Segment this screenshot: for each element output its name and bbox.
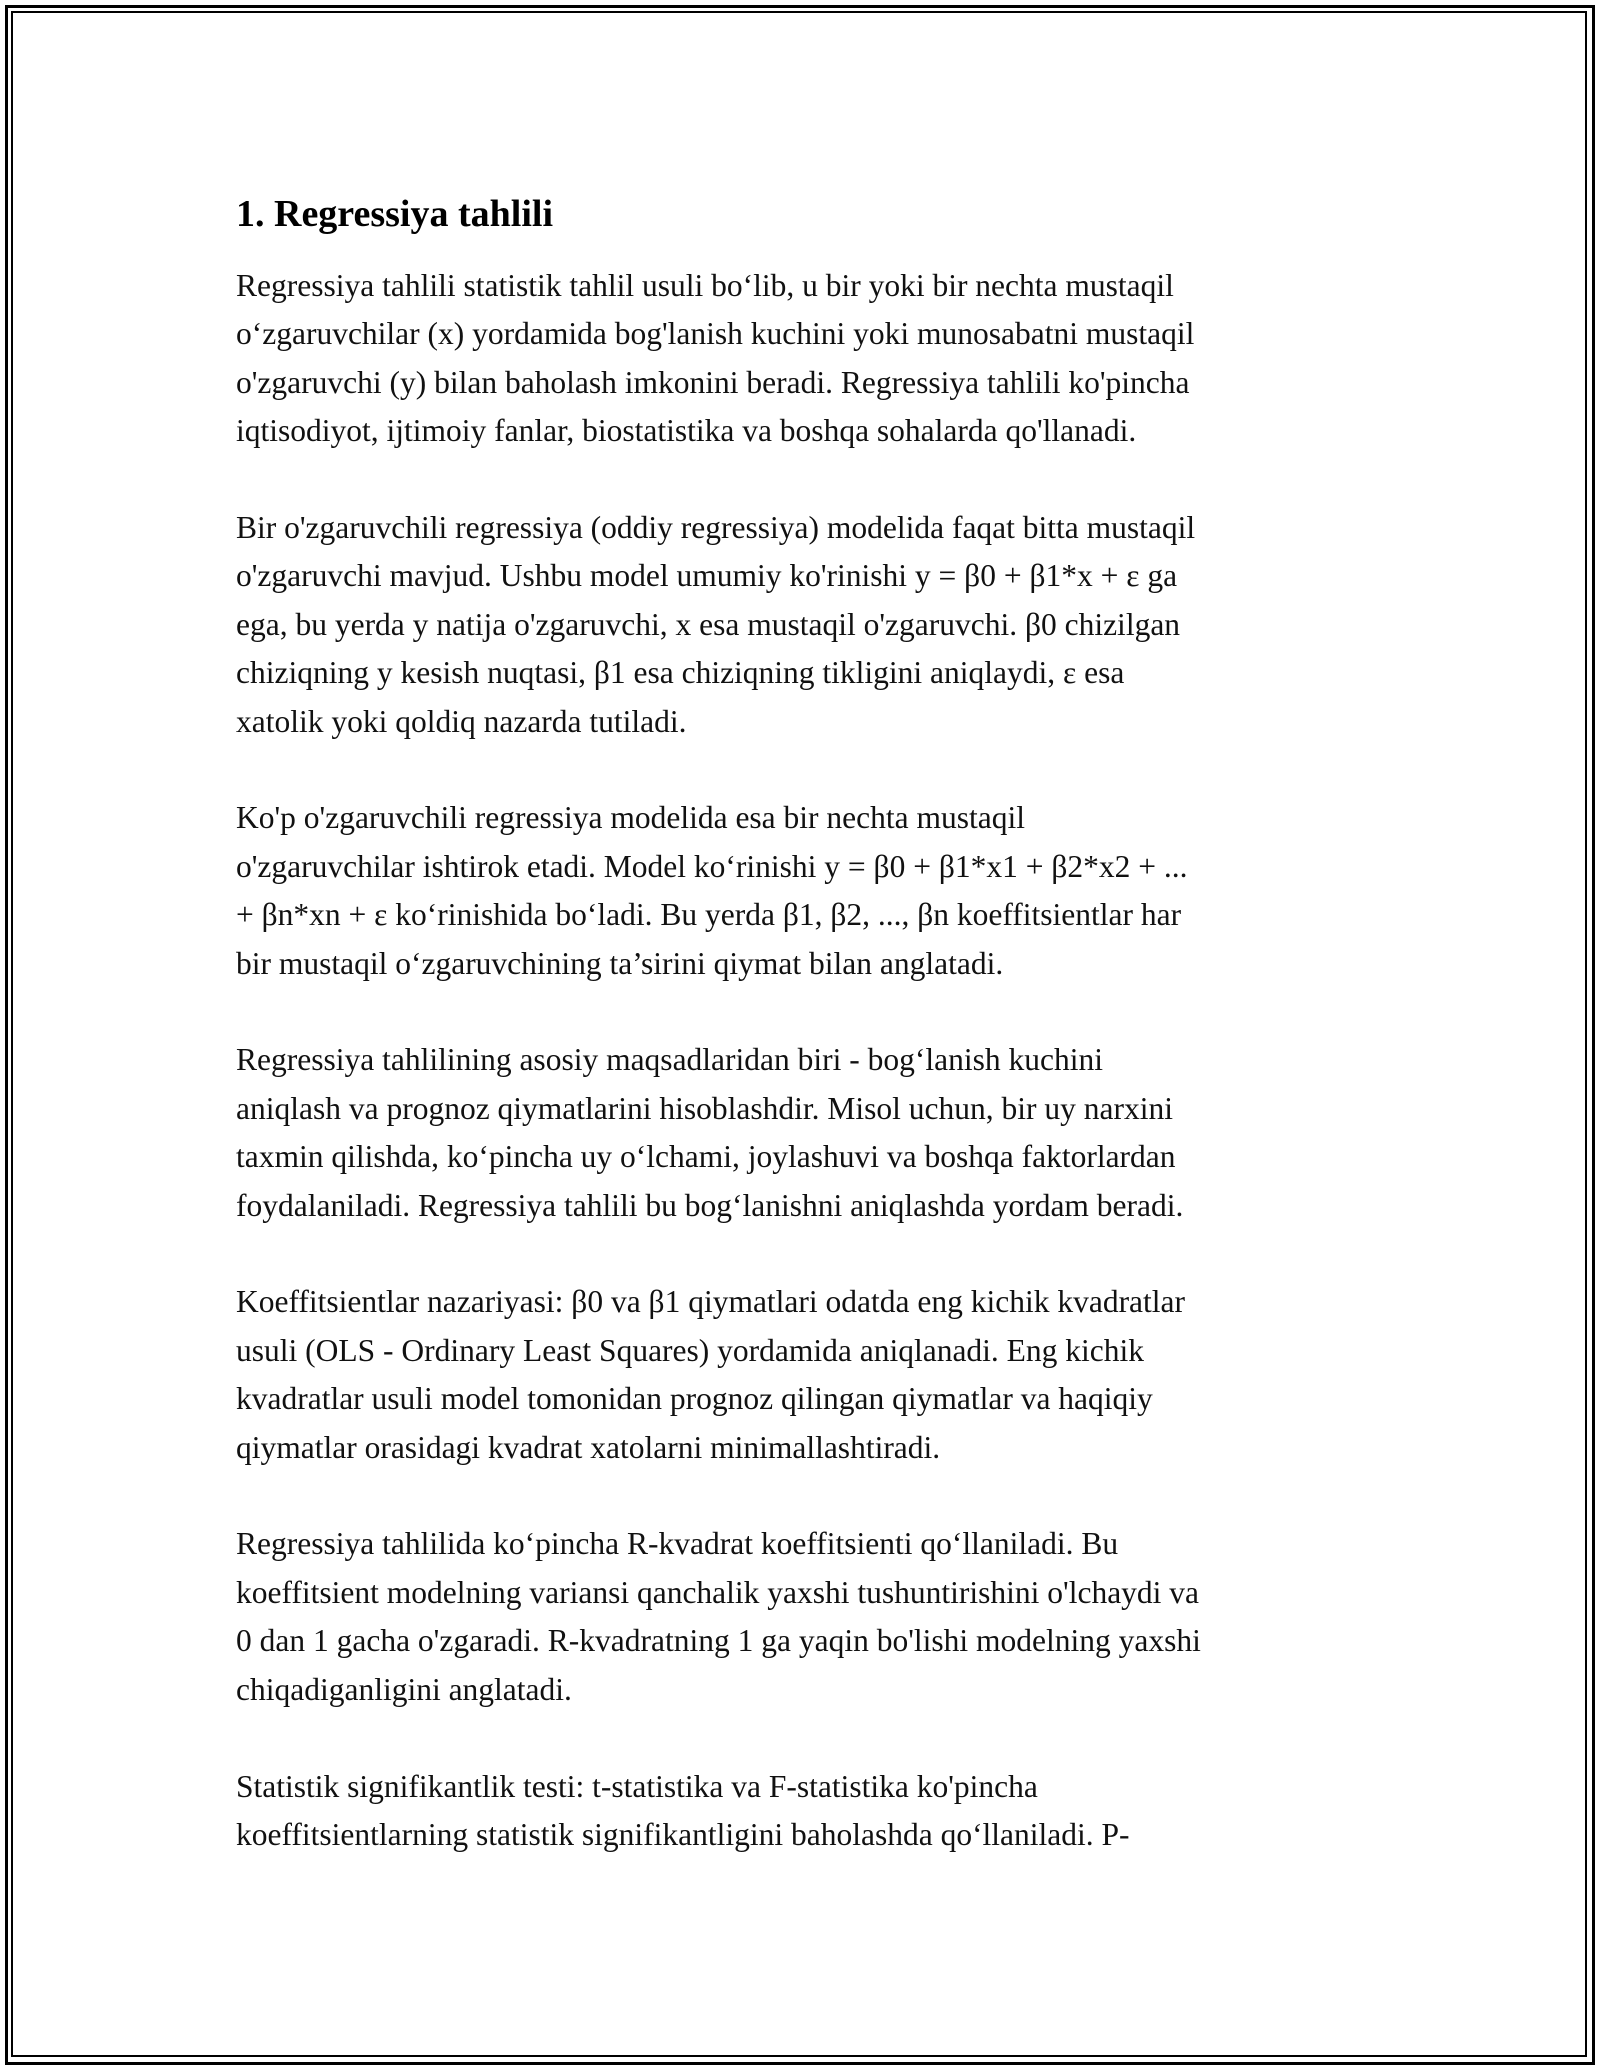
paragraph-significance: Statistik signifikantlik testi: t-statistika va F-statistika ko'pincha koeffitsientlarning statistik signifikantligini baholashda qo‘llaniladi. P- (236, 1768, 1130, 1852)
paragraph-goals: Regressiya tahlilining asosiy maqsadlaridan biri - bog‘lanish kuchini aniqlash va prognoz qiymatlarini hisoblashdir. Misol uchun, bir uy narxini taxmin qilishda, ko‘pincha uy o‘lchami, joylashuvi va boshqa faktorlardan foydalaniladi. Regressiya tahlili bu bog‘lanishni aniqlashda yordam beradi. (236, 1042, 1184, 1223)
paragraph-r-squared: Regressiya tahlilida ko‘pincha R-kvadrat koeffitsienti qo‘llaniladi. Bu koeffitsient modelning variansi qanchalik yaxshi tushuntirishini o'lchaydi va 0 dan 1 gacha o'zgaradi. R-kvadratning 1 ga yaqin bo'lishi modelning yaxshi chiqadiganligini anglatadi. (236, 1526, 1201, 1707)
paragraph-intro: Regressiya tahlili statistik tahlil usuli bo‘lib, u bir yoki bir nechta mustaqil o‘zgaruvchilar (x) yordamida bog'lanish kuchini yoki munosabatni mustaqil o'zgaruvchi (y) bilan baholash imkonini beradi. Regressiya tahlili ko'pincha iqtisodiyot, ijtimoiy fanlar, biostatistika va boshqa sohalarda qo'llanadi. (236, 268, 1195, 449)
paragraph-simple-regression: Bir o'zgaruvchili regressiya (oddiy regressiya) modelida faqat bitta mustaqil o'zgaruvchi mavjud. Ushbu model umumiy ko'rinishi y = β0 + β1*x + ε ga ega, bu yerda y natija o'zgaruvchi, x esa mustaqil o'zgaruvchi. β0 chizilgan chiziqning y kesish nuqtasi, β1 esa chiziqning tikligini aniqlaydi, ε esa xatolik yoki qoldiq nazarda tutiladi. (236, 510, 1196, 739)
section-heading: 1. Regressiya tahlili (236, 193, 554, 235)
document-body (236, 188, 1366, 1859)
paragraph-coefficients: Koeffitsientlar nazariyasi: β0 va β1 qiymatlari odatda eng kichik kvadratlar usuli (OLS - Ordinary Least Squares) yordamida aniqlanadi. Eng kichik kvadratlar usuli model tomonidan prognoz qilingan qiymatlar va haqiqiy qiymatlar orasidagi kvadrat xatolarni minimallashtiradi. (236, 1284, 1186, 1465)
paragraph-multiple-regression: Ko'p o'zgaruvchili regressiya modelida esa bir nechta mustaqil o'zgaruvchilar ishtirok etadi. Model ko‘rinishi y = β0 + β1*x1 + β2*x2 + ... + βn*xn + ε ko‘rinishida bo‘ladi. Bu yerda β1, β2, ..., βn koeffitsientlar har bir mustaqil o‘zgaruvchining ta’sirini qiymat bilan anglatadi. (236, 800, 1188, 981)
